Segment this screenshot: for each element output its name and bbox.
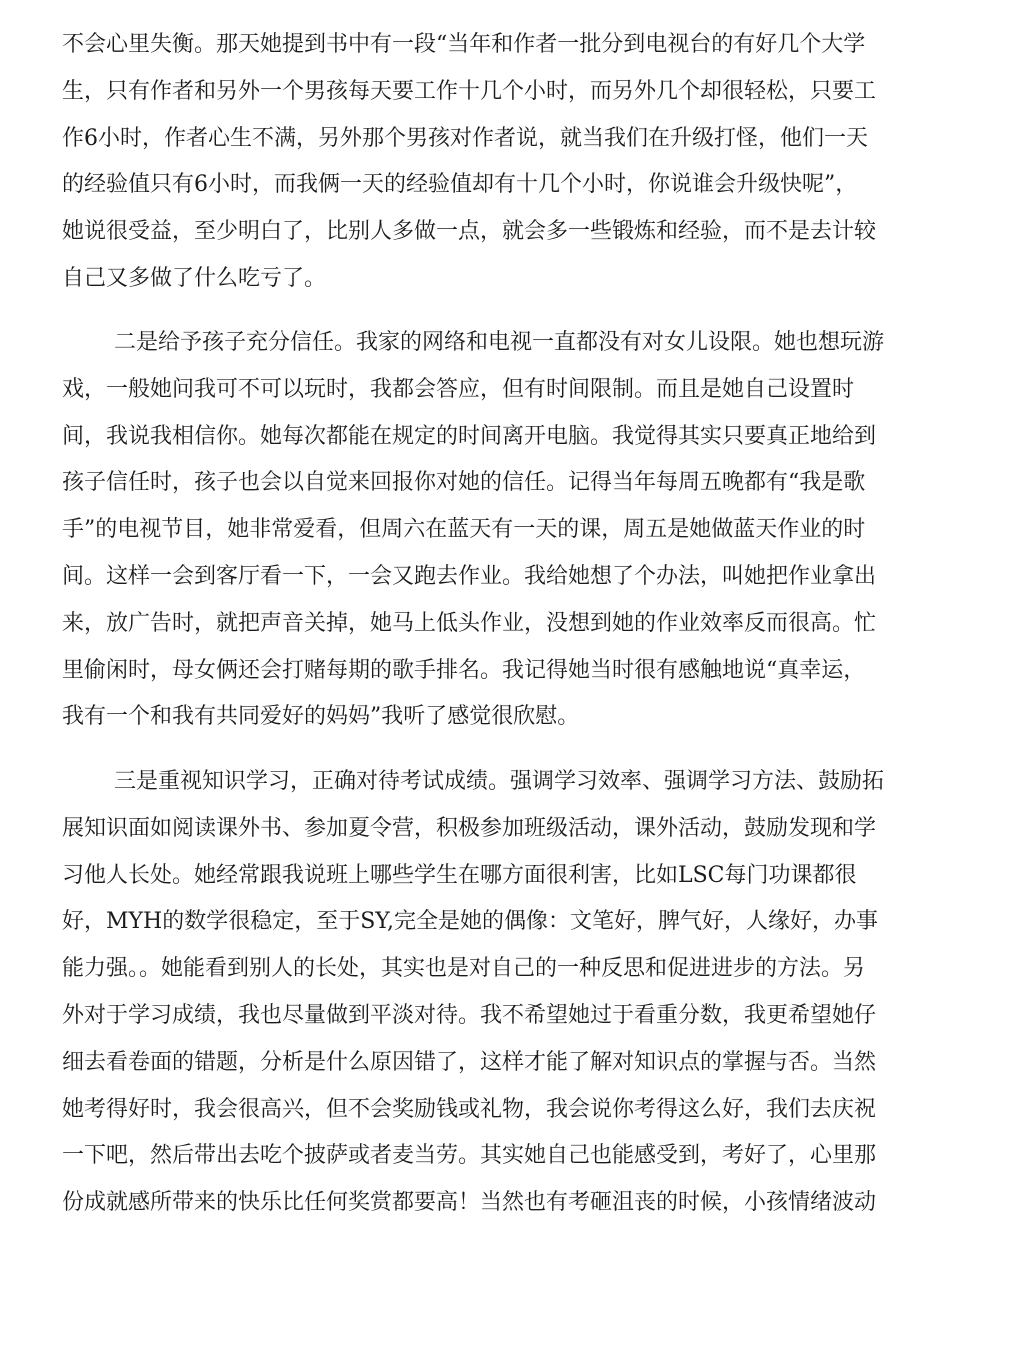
text-line: 份成就感所带来的快乐比任何奖赏都要高！当然也有考砸沮丧的时候，小孩情绪波动: [62, 1190, 877, 1216]
text-line: 她考得好时，我会很高兴，但不会奖励钱或礼物，我会说你考得这么好，我们去庆祝: [62, 1096, 877, 1122]
paragraph-trust: [62, 320, 932, 741]
text-line: 不会心里失衡。那天她提到书中有一段“当年和作者一批分到电视台的有好几个大学: [62, 32, 866, 57]
text-line: 自己又多做了什么吃亏了。: [62, 265, 327, 291]
text-line: 生，只有作者和另外一个男孩每天要工作十几个小时，而另外几个却很轻松，只要工: [62, 78, 877, 104]
text-line: 好，MYH的数学很稳定，至于SY,完全是她的偶像：文笔好，脾气好，人缘好，办事: [62, 909, 878, 935]
paragraph-learning: [62, 759, 932, 1227]
text-line: 戏，一般她问我可不可以玩时，我都会答应，但有时间限制。而且是她自己设置时: [62, 376, 855, 402]
text-line: 我有一个和我有共同爱好的妈妈”我听了感觉很欣慰。: [62, 704, 580, 730]
text-line: 展知识面如阅读课外书、参加夏令营，积极参加班级活动，课外活动，鼓励发现和学: [62, 815, 877, 841]
paragraph-continuation: [62, 22, 932, 303]
text-line: 作6小时，作者心生不满，另外那个男孩对作者说，就当我们在升级打怪，他们一天: [62, 125, 868, 151]
text-line: 她说很受益，至少明白了，比别人多做一点，就会多一些锻炼和经验，而不是去计较: [62, 219, 877, 245]
text-line: 孩子信任时，孩子也会以自觉来回报你对她的信任。记得当年每周五晚都有“我是歌: [62, 470, 866, 496]
text-line: 里偷闲时，母女俩还会打赌每期的歌手排名。我记得她当时很有感触地说“真幸运，: [62, 657, 866, 683]
text-line: 习他人长处。她经常跟我说班上哪些学生在哪方面很利害，比如LSC每门功课都很: [62, 862, 857, 888]
text-line-indented: 三是重视知识学习，正确对待考试成绩。强调学习效率、强调学习方法、鼓励拓: [114, 769, 885, 794]
text-line: 外对于学习成绩，我也尽量做到平淡对待。我不希望她过于看重分数，我更希望她仔: [62, 1002, 877, 1028]
text-line: 的经验值只有6小时，而我俩一天的经验值却有十几个小时，你说谁会升级快呢”，: [62, 172, 858, 198]
text-line: 间，我说我相信你。她每次都能在规定的时间离开电脑。我觉得其实只要真正地给到: [62, 423, 877, 449]
text-line: 间。这样一会到客厅看一下，一会又跑去作业。我给她想了个办法，叫她把作业拿出: [62, 563, 877, 589]
text-line: 来，放广告时，就把声音关掉，她马上低头作业，没想到她的作业效率反而很高。忙: [62, 610, 877, 636]
text-line: 一下吧，然后带出去吃个披萨或者麦当劳。其实她自己也能感受到，考好了，心里那: [62, 1143, 877, 1169]
text-line: 手”的电视节目，她非常爱看，但周六在蓝天有一天的课，周五是她做蓝天作业的时: [62, 517, 866, 543]
text-line: 细去看卷面的错题，分析是什么原因错了，这样才能了解对知识点的掌握与否。当然: [62, 1049, 877, 1075]
text-line: 能力强。。她能看到别人的长处，其实也是对自己的一种反思和促进进步的方法。另: [62, 956, 866, 982]
text-line-indented: 二是给予孩子充分信任。我家的网络和电视一直都没有对女儿设限。她也想玩游: [114, 330, 885, 355]
